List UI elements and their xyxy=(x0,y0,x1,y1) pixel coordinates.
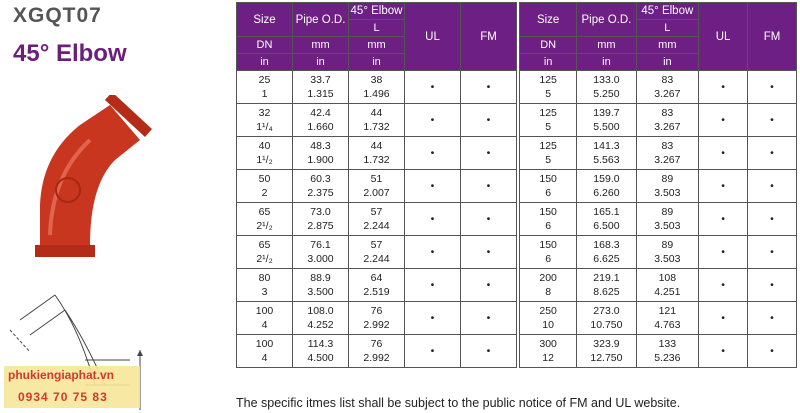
table-row xyxy=(520,71,797,104)
size-cell: 200 8 xyxy=(520,269,577,302)
fm-cell: • xyxy=(461,236,517,269)
product-code: XGQT07 xyxy=(13,4,102,27)
fm-cell: • xyxy=(461,269,517,302)
fm-cell: • xyxy=(748,335,797,368)
fm-cell: • xyxy=(461,71,517,104)
table-row xyxy=(237,203,517,236)
table-row xyxy=(237,269,517,302)
fm-cell: • xyxy=(461,335,517,368)
l-cell: 89 3.503 xyxy=(636,236,698,269)
header-in: in xyxy=(237,54,293,71)
od-cell: 88.9 3.500 xyxy=(293,269,349,302)
header-dn: DN xyxy=(237,37,293,54)
ul-cell: • xyxy=(699,104,748,137)
table-row xyxy=(237,335,517,368)
header-mm: mm xyxy=(577,37,636,54)
size-cell: 32 1¹/₄ xyxy=(237,104,293,137)
size-cell: 100 4 xyxy=(237,302,293,335)
spec-table-left xyxy=(236,2,517,368)
l-cell: 51 2.007 xyxy=(349,170,405,203)
od-cell: 73.0 2.875 xyxy=(293,203,349,236)
header-size: Size xyxy=(237,3,293,37)
header-mm: mm xyxy=(293,37,349,54)
od-cell: 165.1 6.500 xyxy=(577,203,636,236)
size-cell: 65 2¹/₂ xyxy=(237,203,293,236)
l-cell: 44 1.732 xyxy=(349,137,405,170)
ul-cell: • xyxy=(405,302,461,335)
header-elbow: 45° Elbow xyxy=(349,3,405,20)
l-cell: 133 5.236 xyxy=(636,335,698,368)
table-row xyxy=(520,269,797,302)
od-cell: 273.0 10.750 xyxy=(577,302,636,335)
l-cell: 76 2.992 xyxy=(349,335,405,368)
od-cell: 323.9 12.750 xyxy=(577,335,636,368)
ul-cell: • xyxy=(699,236,748,269)
size-cell: 125 5 xyxy=(520,104,577,137)
size-cell: 250 10 xyxy=(520,302,577,335)
fm-cell: • xyxy=(748,269,797,302)
od-cell: 133.0 5.250 xyxy=(577,71,636,104)
table-row xyxy=(520,335,797,368)
header-pipe-od: Pipe O.D. xyxy=(577,3,636,37)
ul-cell: • xyxy=(699,269,748,302)
l-cell: 89 3.503 xyxy=(636,203,698,236)
fm-cell: • xyxy=(748,203,797,236)
fm-cell: • xyxy=(461,170,517,203)
od-cell: 33.7 1.315 xyxy=(293,71,349,104)
header-ul: UL xyxy=(405,3,461,71)
table-row xyxy=(520,302,797,335)
ul-cell: • xyxy=(405,335,461,368)
l-cell: 121 4.763 xyxy=(636,302,698,335)
table-row xyxy=(237,302,517,335)
od-cell: 76.1 3.000 xyxy=(293,236,349,269)
header-in: in xyxy=(520,54,577,71)
header-fm: FM xyxy=(461,3,517,71)
fm-cell: • xyxy=(461,104,517,137)
watermark-phone: 0934 70 75 83 xyxy=(18,390,108,404)
fm-cell: • xyxy=(461,302,517,335)
od-cell: 48.3 1.900 xyxy=(293,137,349,170)
l-cell: 89 3.503 xyxy=(636,170,698,203)
ul-cell: • xyxy=(405,71,461,104)
spec-table-right xyxy=(519,2,797,368)
header-in: in xyxy=(293,54,349,71)
size-cell: 40 1¹/₂ xyxy=(237,137,293,170)
ul-cell: • xyxy=(405,269,461,302)
size-cell: 65 2¹/₂ xyxy=(237,236,293,269)
header-pipe-od: Pipe O.D. xyxy=(293,3,349,37)
watermark-site: phukiengiaphat.vn xyxy=(8,368,115,382)
fm-cell: • xyxy=(748,104,797,137)
od-cell: 114.3 4.500 xyxy=(293,335,349,368)
table-row xyxy=(520,236,797,269)
table-row xyxy=(520,203,797,236)
header-elbow: 45° Elbow xyxy=(636,3,698,20)
size-cell: 125 5 xyxy=(520,137,577,170)
table-row xyxy=(237,236,517,269)
ul-cell: • xyxy=(699,203,748,236)
ul-cell: • xyxy=(405,170,461,203)
header-dn: DN xyxy=(520,37,577,54)
od-cell: 141.3 5.563 xyxy=(577,137,636,170)
l-cell: 76 2.992 xyxy=(349,302,405,335)
table-row xyxy=(520,104,797,137)
fm-cell: • xyxy=(461,137,517,170)
size-cell: 300 12 xyxy=(520,335,577,368)
size-cell: 25 1 xyxy=(237,71,293,104)
header-in: in xyxy=(349,54,405,71)
ul-cell: • xyxy=(699,302,748,335)
fm-cell: • xyxy=(748,137,797,170)
od-cell: 42.4 1.660 xyxy=(293,104,349,137)
header-mm: mm xyxy=(349,37,405,54)
header-mm: mm xyxy=(636,37,698,54)
size-cell: 150 6 xyxy=(520,203,577,236)
header-in: in xyxy=(577,54,636,71)
header-l: L xyxy=(636,20,698,37)
ul-cell: • xyxy=(405,236,461,269)
size-cell: 50 2 xyxy=(237,170,293,203)
l-cell: 108 4.251 xyxy=(636,269,698,302)
ul-cell: • xyxy=(405,104,461,137)
ul-cell: • xyxy=(699,137,748,170)
od-cell: 168.3 6.625 xyxy=(577,236,636,269)
l-cell: 57 2.244 xyxy=(349,203,405,236)
size-cell: 80 3 xyxy=(237,269,293,302)
l-cell: 83 3.267 xyxy=(636,71,698,104)
elbow-photo xyxy=(20,95,160,265)
size-cell: 150 6 xyxy=(520,236,577,269)
fm-cell: • xyxy=(748,302,797,335)
l-cell: 83 3.267 xyxy=(636,137,698,170)
l-cell: 44 1.732 xyxy=(349,104,405,137)
size-cell: 150 6 xyxy=(520,170,577,203)
fm-cell: • xyxy=(461,203,517,236)
table-row xyxy=(237,104,517,137)
header-size: Size xyxy=(520,3,577,37)
ul-cell: • xyxy=(405,203,461,236)
od-cell: 108.0 4.252 xyxy=(293,302,349,335)
fm-cell: • xyxy=(748,71,797,104)
table-row xyxy=(520,170,797,203)
table-row xyxy=(520,137,797,170)
ul-cell: • xyxy=(699,170,748,203)
product-name: 45° Elbow xyxy=(13,40,127,67)
ul-cell: • xyxy=(699,335,748,368)
footnote: The specific itmes list shall be subject to the public notice of FM and UL website. xyxy=(236,396,681,410)
header-fm: FM xyxy=(748,3,797,71)
ul-cell: • xyxy=(405,137,461,170)
od-cell: 60.3 2.375 xyxy=(293,170,349,203)
table-row xyxy=(237,71,517,104)
od-cell: 159.0 6.260 xyxy=(577,170,636,203)
fm-cell: • xyxy=(748,170,797,203)
table-row xyxy=(237,137,517,170)
l-cell: 38 1.496 xyxy=(349,71,405,104)
fm-cell: • xyxy=(748,236,797,269)
size-cell: 100 4 xyxy=(237,335,293,368)
header-l: L xyxy=(349,20,405,37)
size-cell: 125 5 xyxy=(520,71,577,104)
ul-cell: • xyxy=(699,71,748,104)
header-in: in xyxy=(636,54,698,71)
header-ul: UL xyxy=(699,3,748,71)
l-cell: 57 2.244 xyxy=(349,236,405,269)
od-cell: 139.7 5.500 xyxy=(577,104,636,137)
od-cell: 219.1 8.625 xyxy=(577,269,636,302)
l-cell: 83 3.267 xyxy=(636,104,698,137)
l-cell: 64 2.519 xyxy=(349,269,405,302)
table-row xyxy=(237,170,517,203)
